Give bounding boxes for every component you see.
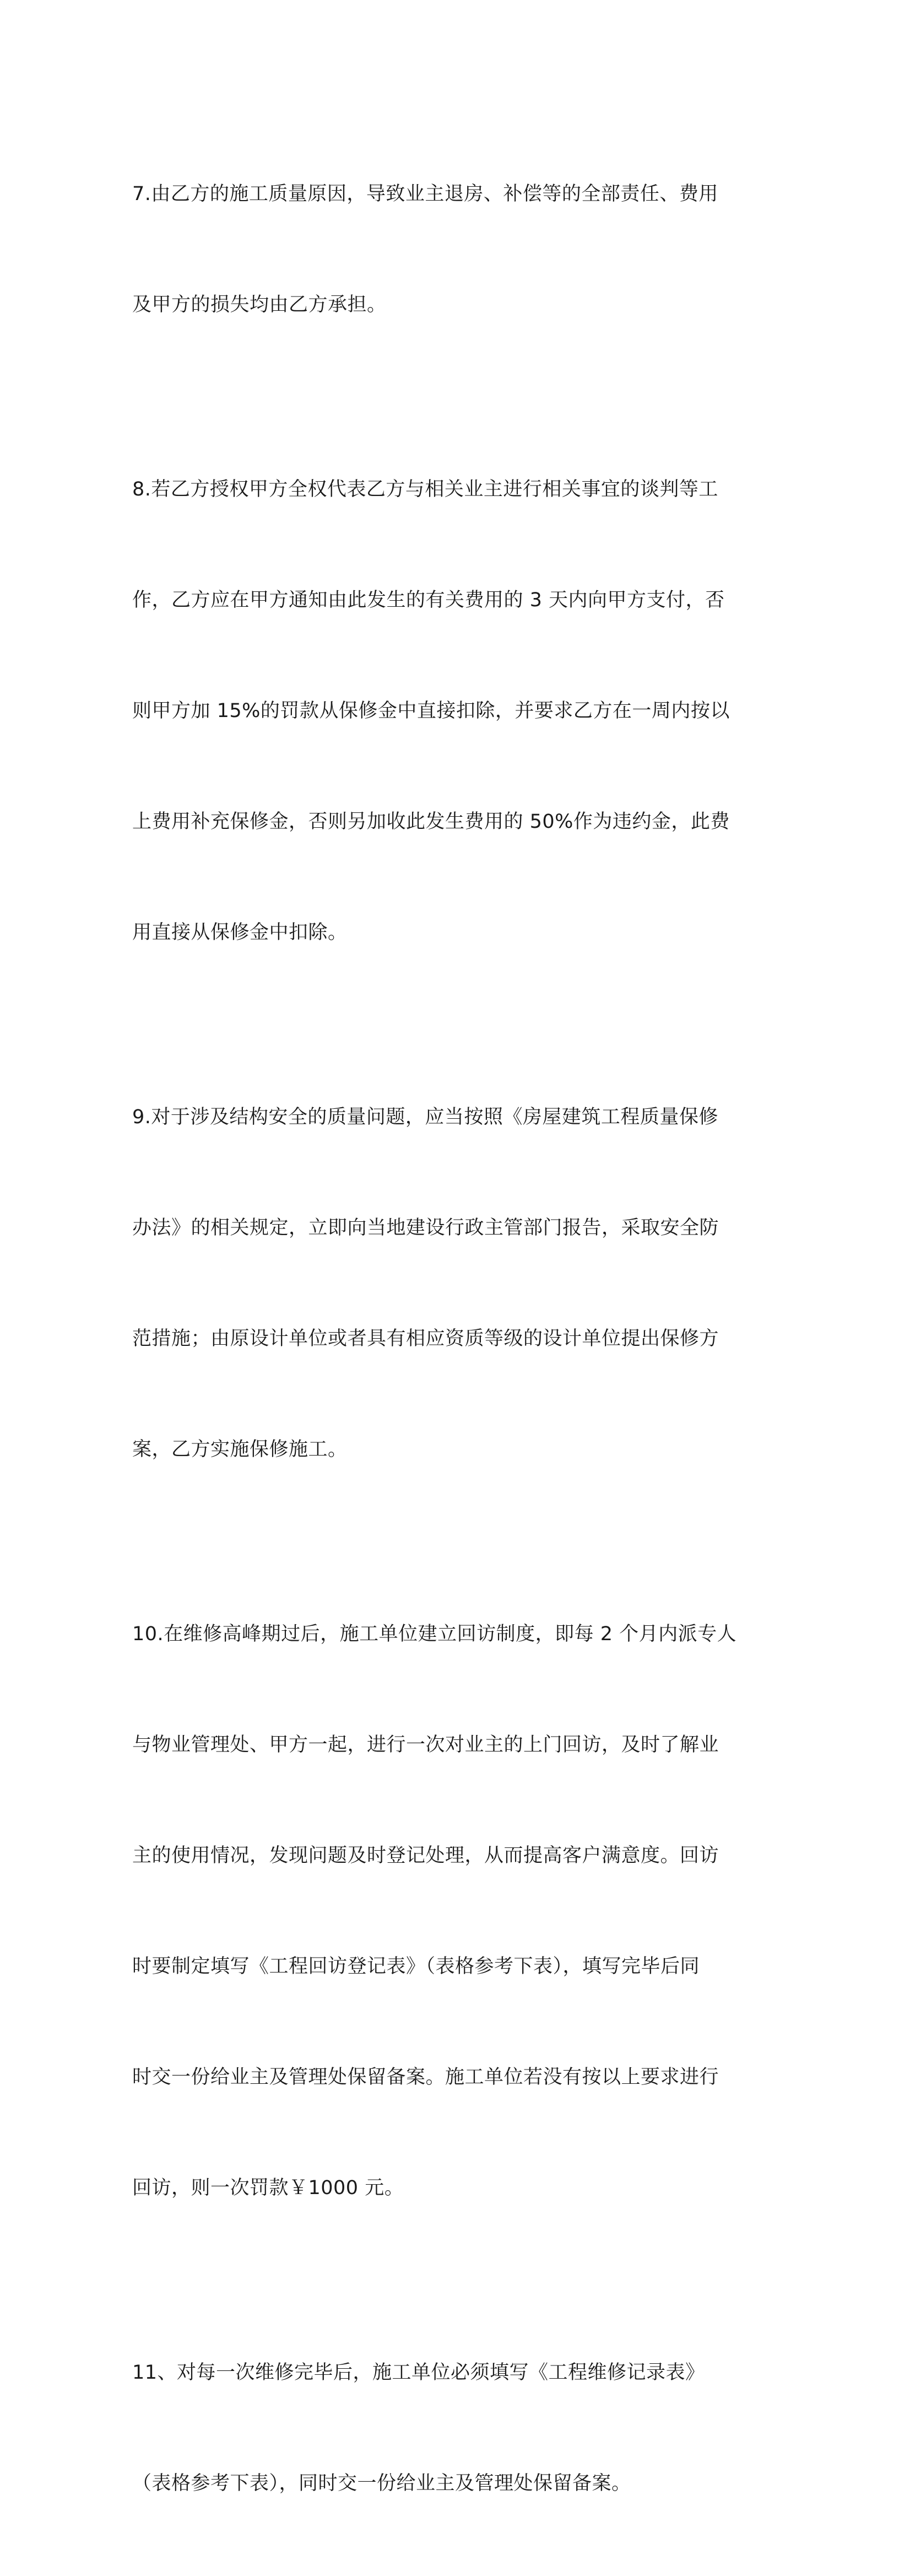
text-line: 及甲方的损失均由乙方承担。	[132, 294, 387, 316]
text-line: 办法》的相关规定，立即向当地建设行政主管部门报告，采取安全防	[132, 1217, 719, 1239]
text-line: 9.对于涉及结构安全的质量问题，应当按照《房屋建筑工程质量保修	[132, 1106, 718, 1128]
document-body	[132, 102, 766, 2576]
paragraph-item-8	[132, 397, 766, 1025]
text-line: 与物业管理处、甲方一起，进行一次对业主的上门回访，及时了解业	[132, 1734, 719, 1756]
text-line: 则甲方加 15%的罚款从保修金中直接扣除，并要求乙方在一周内按以	[132, 700, 730, 722]
text-line: 用直接从保修金中扣除。	[132, 921, 348, 944]
paragraph-item-11	[132, 2281, 766, 2576]
text-line: 7.由乙方的施工质量原因，导致业主退房、补偿等的全部责任、费用	[132, 183, 718, 205]
text-line: 时交一份给业主及管理处保留备案。施工单位若没有按以上要求进行	[132, 2066, 719, 2088]
text-line: 10.在维修高峰期过后，施工单位建立回访制度，即每 2 个月内派专人	[132, 1623, 737, 1645]
text-line: （表格参考下表），同时交一份给业主及管理处保留备案。	[132, 2472, 631, 2494]
text-line: 回访，则一次罚款￥1000 元。	[132, 2177, 404, 2199]
text-line: 案，乙方实施保修施工。	[132, 1438, 348, 1461]
text-line: 8.若乙方授权甲方全权代表乙方与相关业主进行相关事宜的谈判等工	[132, 478, 718, 500]
paragraph-item-9	[132, 1025, 766, 1542]
paragraph-item-10	[132, 1542, 766, 2281]
text-line: 上费用补充保修金，否则另加收此发生费用的 50%作为违约金，此费	[132, 811, 730, 833]
text-line: 范措施；由原设计单位或者具有相应资质等级的设计单位提出保修方	[132, 1328, 719, 1350]
text-line: 主的使用情况，发现问题及时登记处理，从而提高客户满意度。回访	[132, 1845, 719, 1867]
paragraph-item-7	[132, 102, 766, 397]
text-line: 11、对每一次维修完毕后，施工单位必须填写《工程维修记录表》	[132, 2362, 705, 2384]
text-line: 时要制定填写《工程回访登记表》（表格参考下表），填写完毕后同	[132, 1955, 700, 1977]
text-line: 作，乙方应在甲方通知由此发生的有关费用的 3 天内向甲方支付，否	[132, 589, 725, 611]
